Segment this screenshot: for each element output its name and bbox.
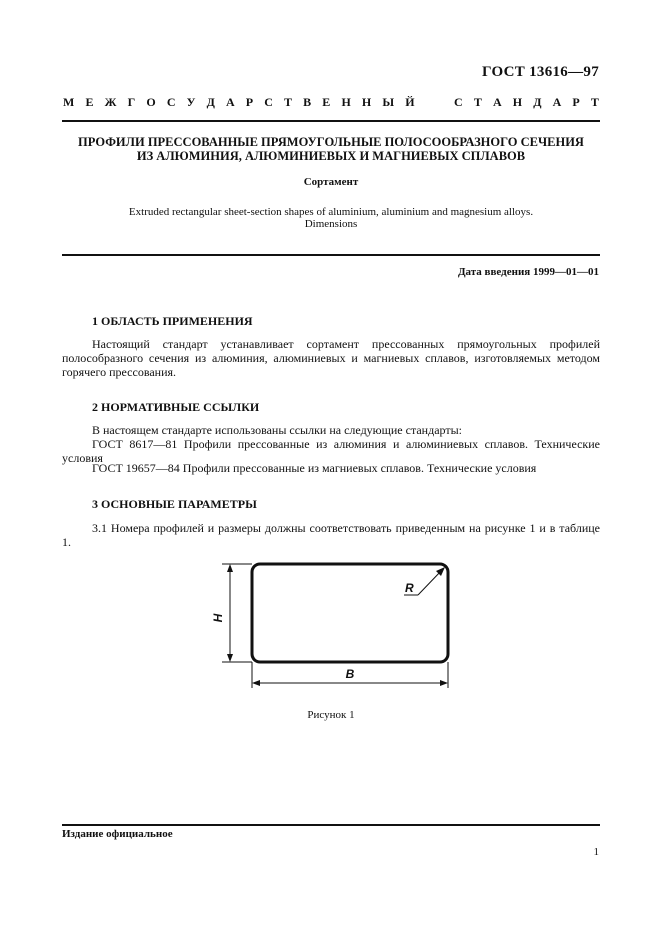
section-3-heading: 3 ОСНОВНЫЕ ПАРАМЕТРЫ bbox=[92, 497, 257, 511]
banner-letter: Р bbox=[245, 95, 254, 109]
banner-letter: Й bbox=[405, 95, 415, 109]
banner-letter: Н bbox=[512, 95, 523, 109]
banner-letter: Р bbox=[572, 95, 580, 109]
width-arrow-right bbox=[440, 680, 448, 686]
height-label: H bbox=[211, 613, 225, 623]
document-title-line-1: ПРОФИЛИ ПРЕССОВАННЫЕ ПРЯМОУГОЛЬНЫЕ ПОЛОСООБРАЗНОГО СЕЧЕНИЯ bbox=[78, 135, 584, 149]
official-edition-note: Издание официальное bbox=[62, 828, 173, 840]
english-title-line-2: Dimensions bbox=[304, 218, 358, 230]
banner-letter: О bbox=[146, 95, 156, 109]
height-arrow-bottom bbox=[227, 654, 233, 662]
height-arrow-top bbox=[227, 564, 233, 572]
interstate-standard-banner bbox=[63, 95, 599, 110]
document-title-line-2: ИЗ АЛЮМИНИЯ, АЛЮМИНИЕВЫХ И МАГНИЕВЫХ СПЛАВОВ bbox=[136, 149, 526, 163]
profile-cross-section-figure bbox=[210, 554, 460, 694]
banner-letter: Е bbox=[85, 95, 94, 109]
document-number: ГОСТ 13616—97 bbox=[481, 64, 599, 80]
banner-letter: Г bbox=[127, 95, 136, 109]
introduction-date: Дата введения 1999—01—01 bbox=[457, 266, 599, 278]
section-2-reference-1: ГОСТ 8617—81 Профили прессованные из алюминия и алюминиевых сплавов. Технические условия bbox=[62, 437, 600, 465]
banner-letter: Д bbox=[533, 95, 542, 109]
banner-letter: Н bbox=[341, 95, 351, 109]
figure-caption: Рисунок 1 bbox=[307, 709, 355, 721]
banner-letter: Е bbox=[322, 95, 331, 109]
section-2-intro: В настоящем стандарте использованы ссылки на следующие стандарты: bbox=[92, 423, 463, 437]
width-arrow-left bbox=[252, 680, 260, 686]
banner-gap bbox=[426, 95, 429, 110]
section-3-text: 3.1 Номера профилей и размеры должны соответствовать приведенным на рисунке 1 и в таблице 1. bbox=[62, 521, 600, 549]
banner-letter: М bbox=[63, 95, 75, 109]
banner-letter: А bbox=[225, 95, 235, 109]
banner-letter: Д bbox=[206, 95, 215, 109]
section-1-text: Настоящий стандарт устанавливает сортамент прессованных прямоугольных профилей полособразного сечения из алюминия, алюминиевых и магниевых сплавов, изготовляемых методом горячего прессования. bbox=[62, 337, 600, 379]
profile-outline bbox=[252, 564, 448, 662]
page-number: 1 bbox=[593, 846, 599, 858]
radius-label: R bbox=[405, 581, 414, 595]
banner-letter: В bbox=[303, 95, 312, 109]
title-divider bbox=[62, 254, 600, 256]
english-title-line-1: Extruded rectangular sheet-section shapes of aluminium, aluminium and magnesium alloys. bbox=[128, 206, 534, 218]
banner-letter: С bbox=[454, 95, 463, 109]
banner-letter: У bbox=[186, 95, 196, 109]
banner-letter: Т bbox=[284, 95, 293, 109]
width-label: B bbox=[345, 667, 355, 681]
radius-leader-line bbox=[418, 570, 442, 595]
top-divider bbox=[62, 120, 600, 122]
banner-gap bbox=[440, 95, 443, 110]
footer-divider bbox=[62, 824, 600, 826]
banner-letter: Ж bbox=[104, 95, 117, 109]
banner-letter: А bbox=[552, 95, 562, 109]
banner-letter: Т bbox=[473, 95, 482, 109]
banner-letter: Ы bbox=[382, 95, 395, 109]
document-subtitle: Сортамент bbox=[303, 176, 359, 188]
section-1-heading: 1 ОБЛАСТЬ ПРИМЕНЕНИЯ bbox=[92, 314, 253, 328]
banner-letter: С bbox=[166, 95, 176, 109]
section-2-reference-2: ГОСТ 19657—84 Профили прессованные из магниевых сплавов. Технические условия bbox=[92, 461, 537, 475]
section-2-heading: 2 НОРМАТИВНЫЕ ССЫЛКИ bbox=[92, 400, 260, 414]
banner-letter: Т bbox=[590, 95, 599, 109]
banner-letter: С bbox=[264, 95, 273, 109]
banner-letter: Н bbox=[361, 95, 372, 109]
banner-letter: А bbox=[492, 95, 502, 109]
